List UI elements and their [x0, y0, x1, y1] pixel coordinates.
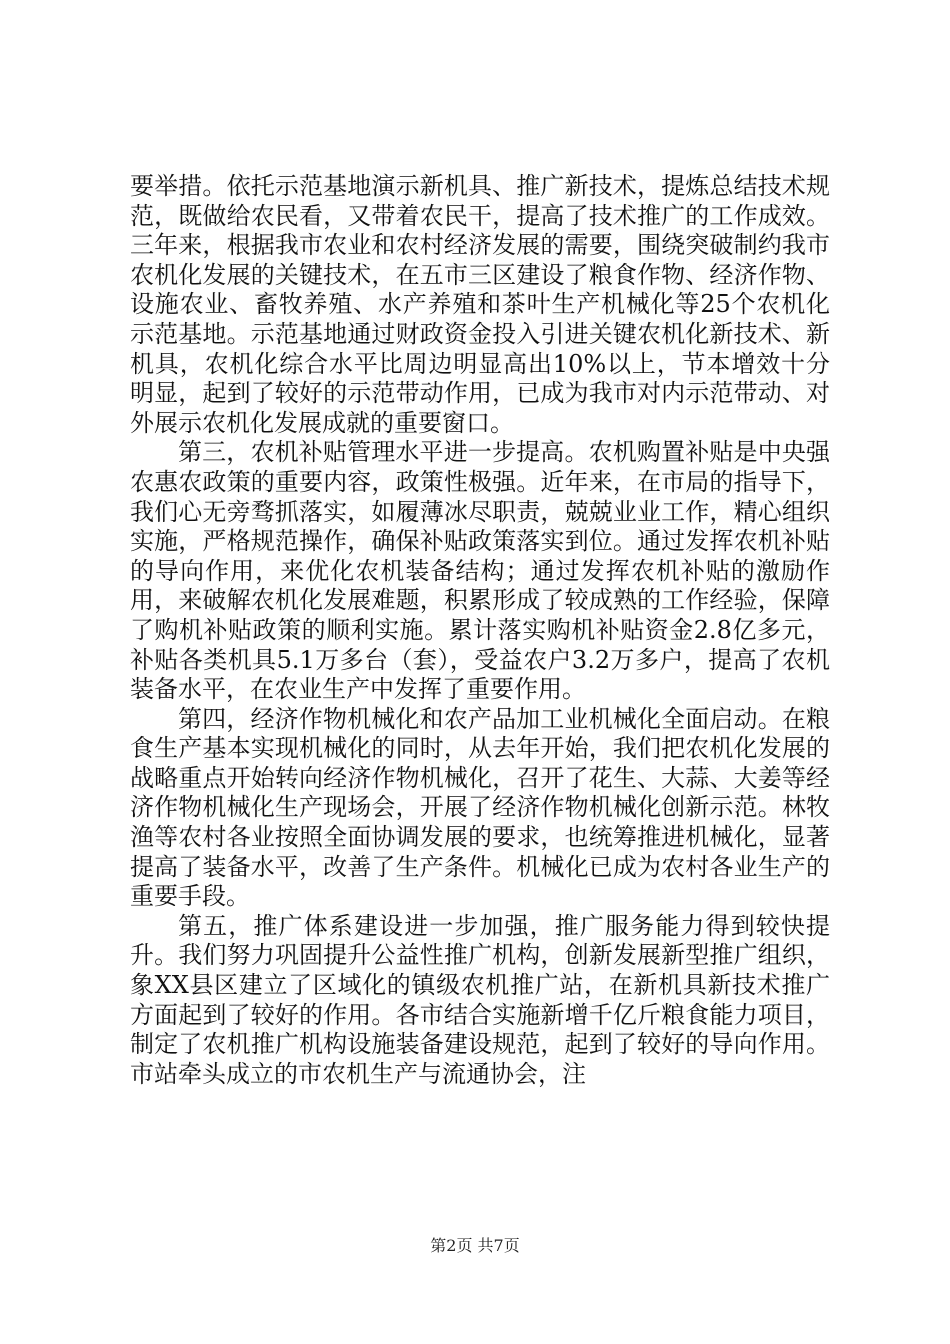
document-body: [130, 172, 830, 1089]
paragraph-continuation: 要举措。依托示范基地演示新机具、推广新技术，提炼总结技术规范，既做给农民看，又带着农民干，提高了技术推广的工作成效。三年来，根据我市农业和农村经济发展的需要，围绕突破制约我市农机化发展的关键技术，在五市三区建设了粮食作物、经济作物、设施农业、畜牧养殖、水产养殖和茶叶生产机械化等25个农机化示范基地。示范基地通过财政资金投入引进关键农机化新技术、新机具，农机化综合水平比周边明显高出10%以上，节本增效十分明显，起到了较好的示范带动作用，已成为我市对内示范带动、对外展示农机化发展成就的重要窗口。: [130, 172, 830, 437]
paragraph-fifth-point: 第五，推广体系建设进一步加强，推广服务能力得到较快提升。我们努力巩固提升公益性推广机构，创新发展新型推广组织，象XX县区建立了区域化的镇级农机推广站，在新机具新技术推广方面起到了较好的作用。各市结合实施新增千亿斤粮食能力项目，制定了农机推广机构设施装备建设规范，起到了较好的导向作用。市站牵头成立的市农机生产与流通协会，注: [130, 911, 830, 1088]
page-number-label: 第2页 共7页: [430, 1236, 520, 1255]
paragraph-third-point: 第三，农机补贴管理水平进一步提高。农机购置补贴是中央强农惠农政策的重要内容，政策性极强。近年来，在市局的指导下，我们心无旁骛抓落实，如履薄冰尽职责，兢兢业业工作，精心组织实施，严格规范操作，确保补贴政策落实到位。通过发挥农机补贴的导向作用，来优化农机装备结构；通过发挥农机补贴的激励作用，来破解农机化发展难题，积累形成了较成熟的工作经验，保障了购机补贴政策的顺利实施。累计落实购机补贴资金2.8亿多元，补贴各类机具5.1万多台（套），受益农户3.2万多户，提高了农机装备水平，在农业生产中发挥了重要作用。: [130, 438, 830, 704]
page-footer: [0, 1236, 950, 1256]
paragraph-fourth-point: 第四，经济作物机械化和农产品加工业机械化全面启动。在粮食生产基本实现机械化的同时，从去年开始，我们把农机化发展的战略重点开始转向经济作物机械化，召开了花生、大蒜、大姜等经济作物机械化生产现场会，开展了经济作物机械化创新示范。林牧渔等农村各业按照全面协调发展的要求，也统筹推进机械化，显著提高了装备水平，改善了生产条件。机械化已成为农村各业生产的重要手段。: [130, 704, 830, 911]
